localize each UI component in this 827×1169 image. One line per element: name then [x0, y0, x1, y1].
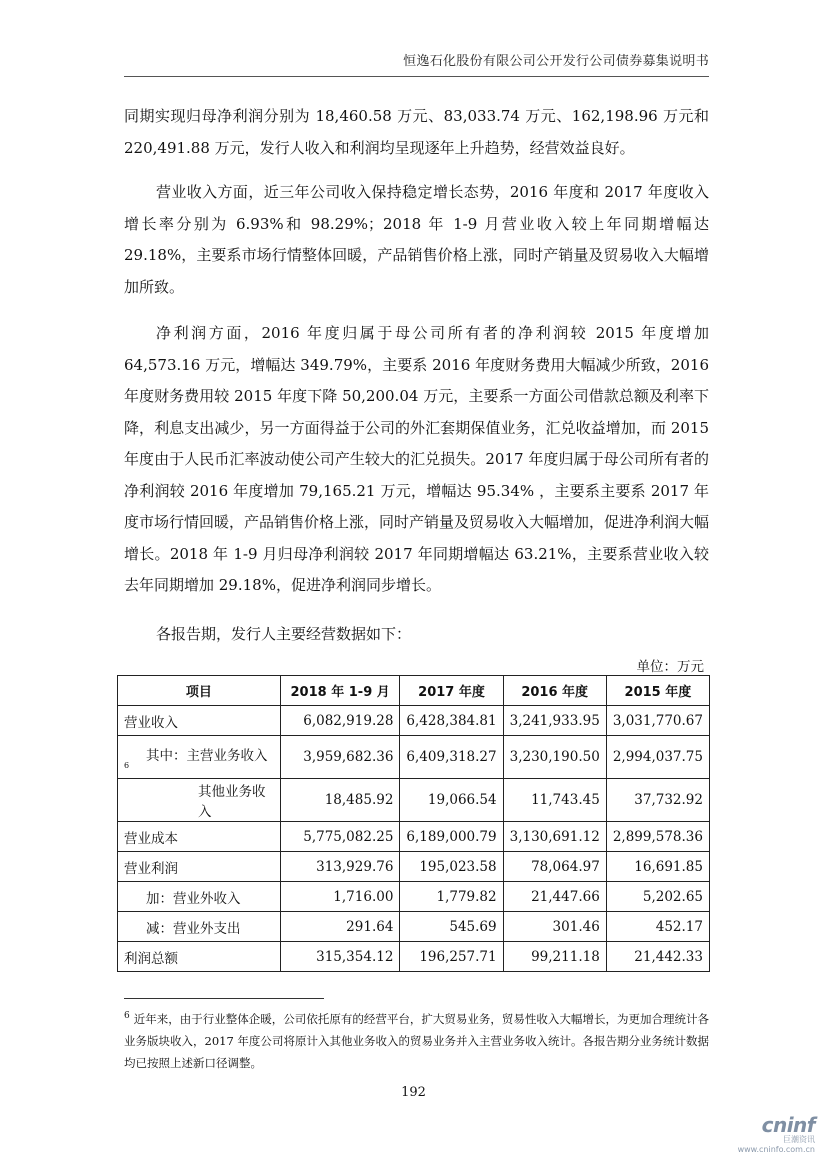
table-cell: 301.46 [503, 912, 606, 942]
table-cell: 21,447.66 [503, 882, 606, 912]
paragraph-continued: 同期实现归母净利润分别为 18,460.58 万元、83,033.74 万元、162,198.96 万元和 220,491.88 万元，发行人收入和利润均呈现逐年上升趋势，经营效益良好。 [124, 107, 709, 157]
row-label: 加：营业外收入 [118, 882, 281, 912]
watermark-url: www.cninfo.com.cn [737, 1145, 815, 1154]
row-label: 营业收入 [118, 706, 281, 736]
table-cell: 5,775,082.25 [280, 822, 400, 852]
operating-data-table [117, 675, 710, 972]
table-cell: 6,189,000.79 [400, 822, 503, 852]
footnote-marker: 6 [124, 1011, 130, 1021]
table-row [118, 779, 710, 822]
table-row [118, 912, 710, 942]
table-cell: 19,066.54 [400, 779, 503, 822]
row-label: 利润总额 [118, 942, 281, 972]
watermark-subtitle: 巨潮资讯 [783, 1135, 815, 1144]
table-cell: 6,428,384.81 [400, 706, 503, 736]
table-cell: 37,732.92 [606, 779, 709, 822]
table-cell: 11,743.45 [503, 779, 606, 822]
cninfo-watermark-logo [738, 1115, 815, 1155]
table-row [118, 852, 710, 882]
table-cell: 196,257.71 [400, 942, 503, 972]
paragraph-table-intro: 各报告期，发行人主要经营数据如下： [156, 625, 412, 643]
paragraph-revenue: 营业收入方面，近三年公司收入保持稳定增长态势，2016 年度和 2017 年度收入增长率分别为 6.93%和 98.29%；2018 年 1-9 月营业收入较上年同期增幅达 29.18%，主要系市场行情整体回暖，产品销售价格上涨，同时产销量及贸易收入大幅增加所致。 [124, 183, 709, 296]
table-cell: 545.69 [400, 912, 503, 942]
table-cell: 5,202.65 [606, 882, 709, 912]
table-cell: 1,716.00 [280, 882, 400, 912]
table-row [118, 942, 710, 972]
table-row [118, 706, 710, 736]
row-label: 营业利润 [118, 852, 281, 882]
table-cell: 3,241,933.95 [503, 706, 606, 736]
document-header: 恒逸石化股份有限公司公开发行公司债券募集说明书 [403, 54, 709, 69]
table-cell: 291.64 [280, 912, 400, 942]
table-cell: 3,130,691.12 [503, 822, 606, 852]
table-unit-label: 单位：万元 [636, 659, 704, 675]
row-label-cell [118, 736, 281, 779]
table-cell: 3,031,770.67 [606, 706, 709, 736]
table-cell: 6,409,318.27 [400, 736, 503, 779]
table-cell: 315,354.12 [280, 942, 400, 972]
table-cell: 6,082,919.28 [280, 706, 400, 736]
table-cell: 2,899,578.36 [606, 822, 709, 852]
page-number: 192 [401, 1085, 426, 1100]
watermark-brand: cninf [761, 1113, 815, 1137]
table-header-row [118, 676, 710, 706]
header-divider [124, 76, 709, 77]
table-cell: 452.17 [606, 912, 709, 942]
row-label: 减：营业外支出 [118, 912, 281, 942]
table-cell: 78,064.97 [503, 852, 606, 882]
table-row [118, 736, 710, 779]
table-row [118, 822, 710, 852]
footnote-divider [124, 998, 324, 999]
table-row [118, 882, 710, 912]
table-cell: 3,230,190.50 [503, 736, 606, 779]
paragraph-net-profit: 净利润方面，2016 年度归属于母公司所有者的净利润较 2015 年度增加 64,573.16 万元，增幅达 349.79%，主要系 2016 年度财务费用大幅减少所致，2016 年度财务费用较 2015 年度下降 50,200.04 万元，主要系一方面公司借款总额及利率下降，利息支出减少，另一方面得益于公司的外汇套期保值业务，汇兑收益增加，而 2015 年度由于人民币汇率波动使公司产生较大的汇兑损失。2017 年度归属于母公司所有者的净利润较 2016 年度增加 79,165.21 万元，增幅达 95.34% ，主要系主要系 2017 年度市场行情回暖，产品销售价格上涨，同时产销量及贸易收入大幅增加，促进净利润大幅增长。2018 年 1-9 月归母净利润较 2017 年同期增幅达 63.21%，主要系营业收入较去年同期增加 29.18%，促进净利润同步增长。 [124, 324, 710, 594]
table-cell: 18,485.92 [280, 779, 400, 822]
column-header-2017: 2017 年度 [400, 676, 503, 706]
table-cell: 99,211.18 [503, 942, 606, 972]
column-header-2016: 2016 年度 [503, 676, 606, 706]
column-header-2015: 2015 年度 [606, 676, 709, 706]
column-header-2018q3: 2018 年 1-9 月 [280, 676, 400, 706]
row-label: 其他业务收入 [118, 779, 281, 822]
footnote [124, 1005, 709, 1074]
footnote-text: 近年来，由于行业整体企暖，公司依托原有的经营平台，扩大贸易业务，贸易性收入大幅增长，为更加合理统计各业务版块收入，2017 年度公司将原计入其他业务收入的贸易业务并入主营业务收入统计。各报告期分业务统计数据均已按照上述新口径调整。 [124, 1011, 709, 1070]
footnote-reference[interactable]: 6 [124, 761, 130, 770]
column-header-item: 项目 [118, 676, 281, 706]
table-cell: 16,691.85 [606, 852, 709, 882]
row-label: 营业成本 [118, 822, 281, 852]
table-cell: 21,442.33 [606, 942, 709, 972]
table-cell: 2,994,037.75 [606, 736, 709, 779]
table-cell: 1,779.82 [400, 882, 503, 912]
table-cell: 3,959,682.36 [280, 736, 400, 779]
row-label: 其中：主营业务收入 [146, 748, 268, 764]
table-cell: 313,929.76 [280, 852, 400, 882]
table-cell: 195,023.58 [400, 852, 503, 882]
